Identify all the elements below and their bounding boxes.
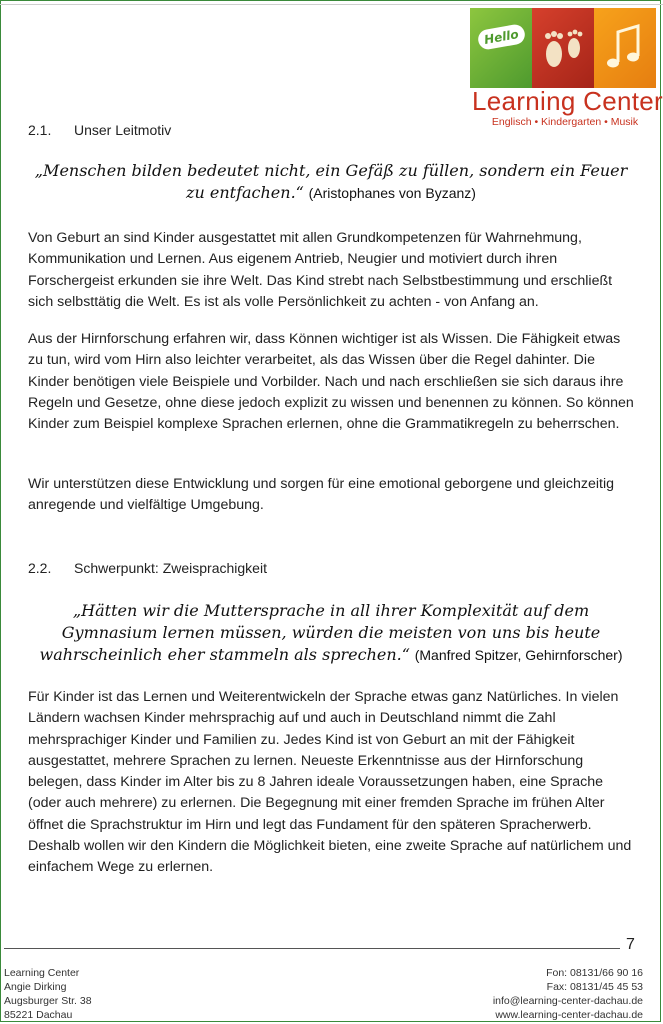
logo-title: Learning Center xyxy=(472,86,663,116)
music-notes-icon xyxy=(600,18,650,78)
quote-text: „Hätten wir die Muttersprache in all ihrer Komplexität auf dem Gymnasium lernen müssen, würden die meisten von uns bis heute wahrscheinlich eher stammeln als sprechen.“ xyxy=(39,601,601,664)
footer-rule xyxy=(4,948,620,949)
quote-aristophanes xyxy=(28,160,634,204)
hello-speech-bubble: Hello xyxy=(476,23,525,51)
section-heading-leitmotiv xyxy=(28,122,171,138)
footer-contact-name: Angie Dirking xyxy=(4,981,67,993)
footer-company: Learning Center xyxy=(4,967,80,979)
logo-tile-footprints xyxy=(532,8,594,88)
page-number: 7 xyxy=(626,936,635,953)
paragraph-umgebung: Wir unterstützen diese Entwicklung und sorgen für eine emotional geborgene und gleichzeitig anregende und vielfältige Umgebung. xyxy=(28,476,614,514)
footer-website[interactable]: www.learning-center-dachau.de xyxy=(495,1009,643,1021)
quote-author: (Aristophanes von Byzanz) xyxy=(308,185,476,201)
footer-city: 85221 Dachau xyxy=(4,1009,73,1021)
logo-tiles xyxy=(470,8,656,88)
footer-contact xyxy=(493,966,643,1022)
footer-email[interactable]: info@learning-center-dachau.de xyxy=(492,995,643,1007)
paragraph-hirnforschung: Aus der Hirnforschung erfahren wir, dass Können wichtiger ist als Wissen. Die Fähigkeit etwas zu tun, wird vom Hirn also leichter verarbeitet, als das Wissen über die Regel dahinter. Die Kinder benötigen viele Beispiele und Vorbilder. Nach und nach erschließen sie sich daraus ihre Regeln und Gesetze, ohne diese jedoch explizit zu wissen und benennen zu können. So können Kinder zum Beispiel komplexe Sprachen erlernen, ohne die Grammatikregeln zu beherrschen. xyxy=(28,331,634,433)
section-heading-zweisprachigkeit xyxy=(28,560,267,576)
paragraph-kompetenzen: Von Geburt an sind Kinder ausgestattet mit allen Grundkompetenzen für Wahrnehmung, Kommunikation und Lernen. Aus eigenem Antrieb, Neugier und motiviert durch ihren Forschergeist erkunden sie ihre Welt. Das Kind strebt nach Selbstbestimmung und erschließt sich selbsttätig die Welt. Es ist als volle Persönlichkeit zu achten - von Anfang an. xyxy=(28,230,613,310)
footer-fax: Fax: 08131/45 45 53 xyxy=(546,981,643,993)
footer-phone: Fon: 08131/66 90 16 xyxy=(546,967,643,979)
footer-address xyxy=(4,966,92,1022)
quote-author: (Manfred Spitzer, Gehirnforscher) xyxy=(414,647,623,663)
section-number: 2.1. xyxy=(28,122,52,138)
footprints-icon xyxy=(538,18,588,78)
section-number: 2.2. xyxy=(28,560,52,576)
section-title: Unser Leitmotiv xyxy=(74,122,172,138)
quote-spitzer xyxy=(28,600,634,666)
learning-center-logo xyxy=(470,8,663,128)
logo-subtitle: Englisch • Kindergarten • Musik xyxy=(491,116,639,128)
section-title: Schwerpunkt: Zweisprachigkeit xyxy=(74,560,267,576)
logo-tile-children xyxy=(470,8,532,88)
paragraph-zweisprachigkeit: Für Kinder ist das Lernen und Weiterentwickeln der Sprache etwas ganz Natürliches. In vielen Ländern wachsen Kinder mehrsprachig auf und auch in Deutschland nimmt die Zahl mehrsprachiger Kinder und Familien zu. Jedes Kind ist von Geburt an mit der Fähigkeit ausgestattet, mehrere Sprachen zu lernen. Neueste Erkenntnisse aus der Hirnforschung belegen, dass Kinder im Alter bis zu 8 Jahren ideale Voraussetzungen haben, eine Sprache (oder auch mehrere) zu erlernen. Die Begegnung mit einer fremden Sprache im frühen Alter öffnet die Sprachstruktur im Hirn und legt das Fundament für den späteren Spracherwerb. Deshalb wollen wir den Kindern die Möglichkeit bieten, eine zweite Sprache auf natürlichem und einfachem Wege zu erlernen. xyxy=(28,689,632,876)
footer-street: Augsburger Str. 38 xyxy=(4,995,92,1007)
logo-tile-music xyxy=(594,8,656,88)
quote-text: „Menschen bilden bedeutet nicht, ein Gefäß zu füllen, sondern ein Feuer zu entfachen.“ xyxy=(34,161,628,202)
top-rule xyxy=(0,4,663,5)
